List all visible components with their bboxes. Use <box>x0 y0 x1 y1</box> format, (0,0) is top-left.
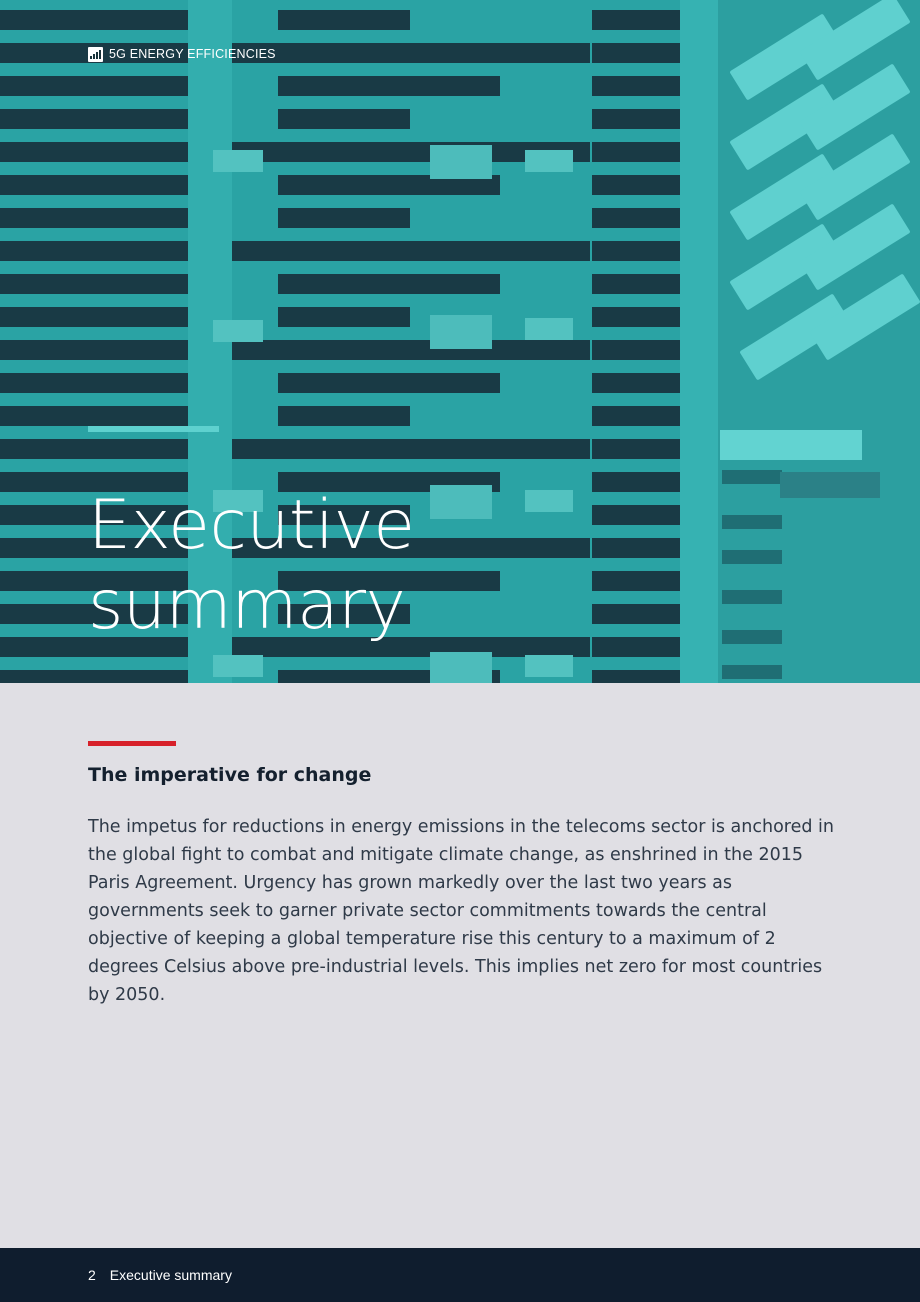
red-accent-line <box>88 741 176 746</box>
section-heading: The imperative for change <box>88 764 372 786</box>
teal-accent-line <box>88 426 219 432</box>
page-title <box>88 486 415 646</box>
page-number: 2 <box>88 1267 96 1283</box>
page-title-line2: summary <box>88 566 406 645</box>
report-logo-icon <box>88 47 103 62</box>
section-paragraph: The impetus for reductions in energy emissions in the telecoms sector is anchored in the global fight to combat and mitigate climate change, as enshrined in the 2015 Paris Agreement. Urgency has grown markedly over the last two years as governments seek to garner private sector commitments towards the central objective of keeping a global temperature rise this century to a maximum of 2 degrees Celsius above pre-industrial levels. This implies net zero for most countries by 2050. <box>88 817 834 1005</box>
page-title-line1: Executive <box>88 486 415 565</box>
report-title: 5G ENERGY EFFICIENCIES <box>109 47 276 61</box>
footer-section-label: Executive summary <box>109 1267 232 1283</box>
page-footer <box>0 1248 920 1302</box>
report-header <box>88 45 276 63</box>
